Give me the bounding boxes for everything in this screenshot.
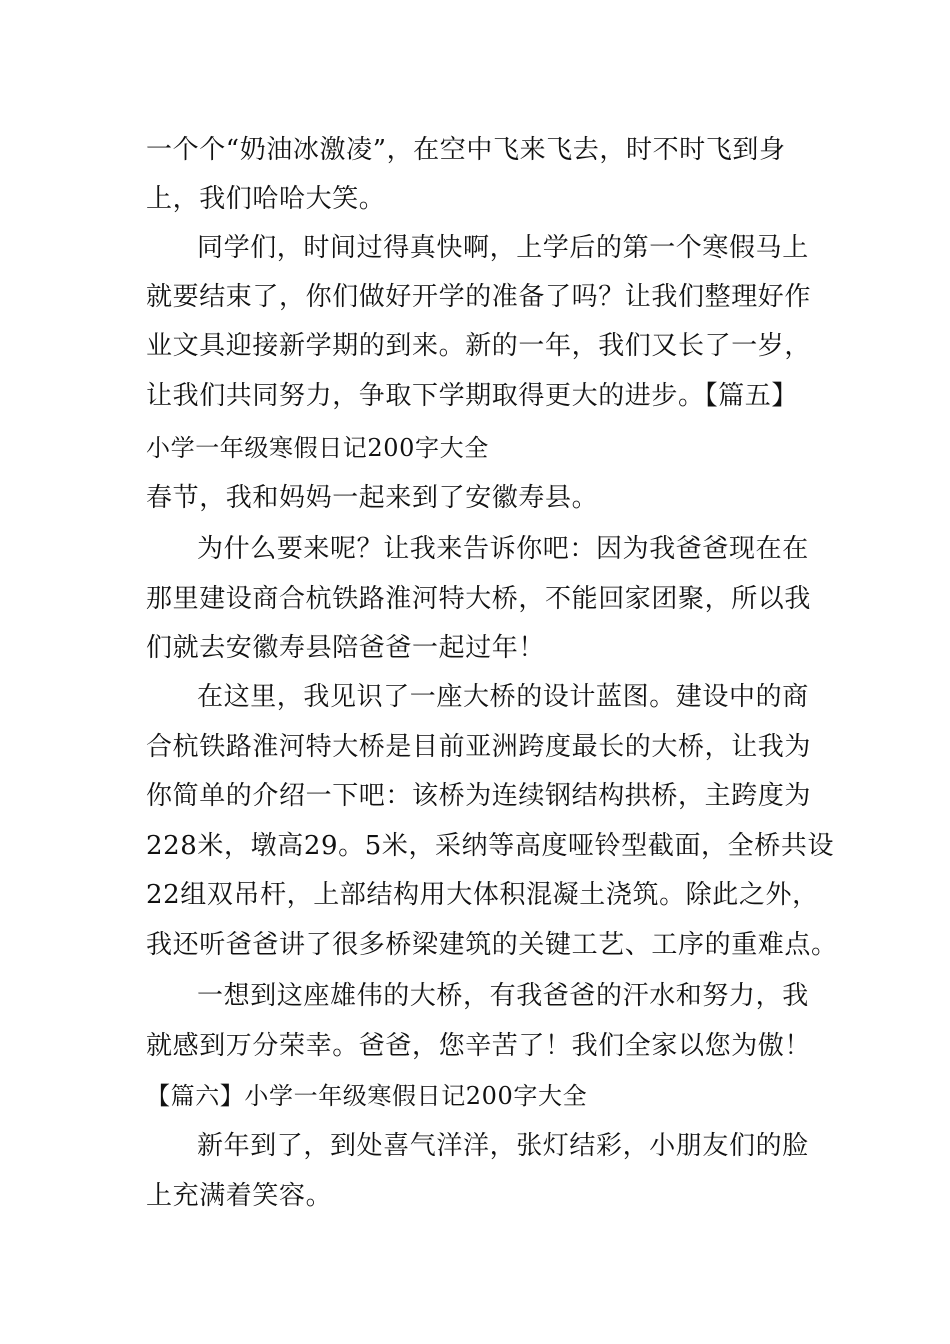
text-line: 就感到万分荣幸。爸爸，您辛苦了！我们全家以您为傲！ [146, 1031, 812, 1061]
text-line: 228米，墩高29。5米，采纳等高度哑铃型截面，全桥共设 [146, 831, 835, 861]
text-line: 一个个“奶油冰激凌”，在空中飞来飞去，时不时飞到身 [146, 135, 786, 165]
section-heading-5: 小学一年级寒假日记200字大全 [146, 434, 489, 462]
text-line: 上，我们哈哈大笑。 [146, 184, 386, 214]
text-line: 22组双吊杆，上部结构用大体积混凝土浇筑。除此之外， [146, 880, 819, 910]
text-line: 那里建设商合杭铁路淮河特大桥，不能回家团聚，所以我 [146, 584, 812, 614]
paragraph-start: 新年到了，到处喜气洋洋，张灯结彩，小朋友们的脸 [197, 1131, 809, 1161]
text-line: 上充满着笑容。 [146, 1181, 333, 1211]
paragraph-start: 为什么要来呢？让我来告诉你吧：因为我爸爸现在在 [197, 534, 809, 564]
text-line: 业文具迎接新学期的到来。新的一年，我们又长了一岁， [146, 331, 812, 361]
paragraph-start: 在这里，我见识了一座大桥的设计蓝图。建设中的商 [197, 682, 809, 712]
section-heading-6: 【篇六】小学一年级寒假日记200字大全 [146, 1082, 588, 1110]
text-line: 合杭铁路淮河特大桥是目前亚洲跨度最长的大桥，让我为 [146, 732, 812, 762]
paragraph-start: 同学们，时间过得真快啊，上学后的第一个寒假马上 [197, 233, 809, 263]
paragraph-start: 一想到这座雄伟的大桥，有我爸爸的汗水和努力，我 [197, 981, 809, 1011]
text-line: 春节，我和妈妈一起来到了安徽寿县。 [146, 483, 599, 513]
text-line: 我还听爸爸讲了很多桥梁建筑的关键工艺、工序的重难点。 [146, 930, 838, 960]
text-line: 让我们共同努力，争取下学期取得更大的进步。【篇五】 [146, 381, 799, 411]
text-line: 就要结束了，你们做好开学的准备了吗？让我们整理好作 [146, 282, 812, 312]
text-line: 们就去安徽寿县陪爸爸一起过年！ [146, 633, 546, 663]
text-line: 你简单的介绍一下吧：该桥为连续钢结构拱桥，主跨度为 [146, 781, 812, 811]
